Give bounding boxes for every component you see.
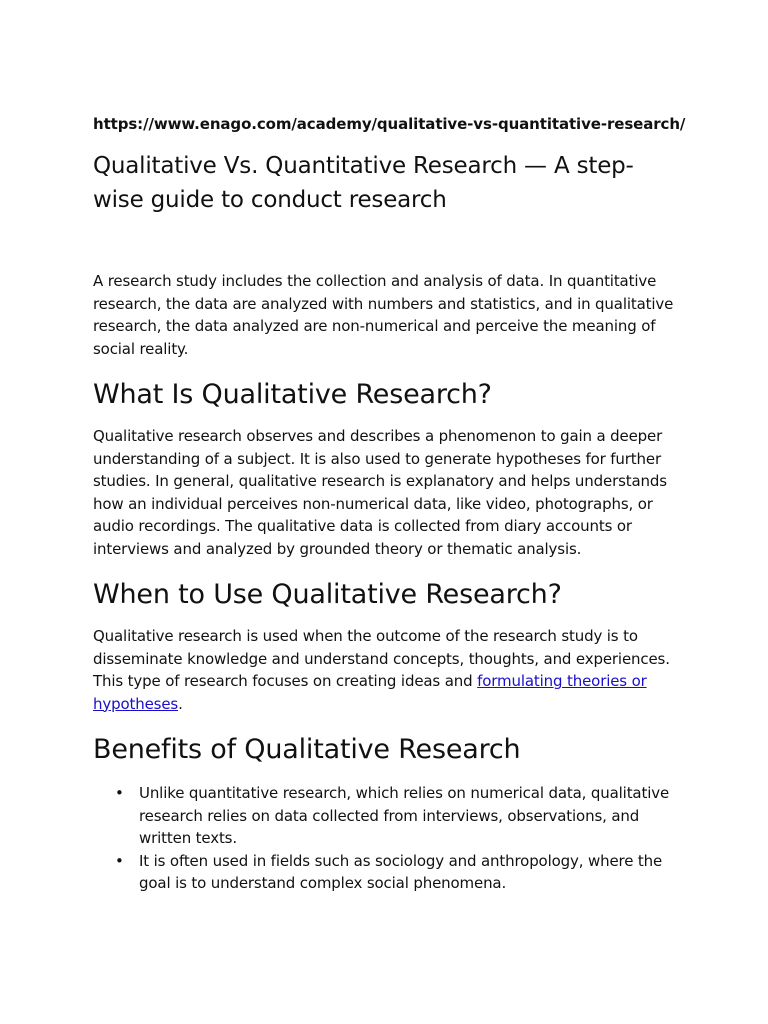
list-item — [115, 782, 678, 850]
list-item-text: Unlike quantitative research, which relies on numerical data, qualitative research relies on data collected from interviews, observations, and written texts. — [139, 784, 670, 847]
paragraph-text-after-link: . — [178, 694, 183, 713]
list-item-text: It is often used in fields such as sociology and anthropology, where the goal is to understand complex social phenomena. — [139, 851, 663, 892]
formulating-theories-link[interactable]: formulating theories or hypotheses — [93, 672, 647, 713]
source-url: https://www.enago.com/academy/qualitative-vs-quantitative-research/ — [93, 115, 686, 133]
section-heading-benefits: Benefits of Qualitative Research — [93, 734, 521, 765]
section-heading-what-is: What Is Qualitative Research? — [93, 379, 492, 410]
benefits-list — [93, 782, 678, 895]
list-item — [115, 850, 678, 895]
section-paragraph-what-is: Qualitative research observes and describes a phenomenon to gain a deeper understanding of a subject. It is also used to generate hypotheses for further studies. In general, qualitative research is explanatory and helps understands how an individual perceives non-numerical data, like video, photographs, or audio recordings. The qualitative data is collected from diary accounts or interviews and analyzed by grounded theory or thematic analysis. — [93, 427, 667, 558]
bullet-icon: • — [115, 851, 124, 870]
document-title: Qualitative Vs. Quantitative Research — A step-wise guide to conduct research — [93, 153, 634, 213]
section-paragraph-when-to-use — [93, 625, 678, 715]
document-page — [93, 114, 686, 895]
paragraph-text-before-link: Qualitative research is used when the outcome of the research study is to disseminate knowledge and understand concepts, thoughts, and experiences. This type of research focuses on creating ideas and — [93, 627, 670, 690]
bullet-icon: • — [115, 784, 124, 802]
section-heading-when-to-use: When to Use Qualitative Research? — [93, 579, 562, 610]
intro-paragraph: A research study includes the collection and analysis of data. In quantitative research, the data are analyzed with numbers and statistics, and in qualitative research, the data analyzed are non-numerical and perceive the meaning of social reality. — [93, 272, 674, 358]
